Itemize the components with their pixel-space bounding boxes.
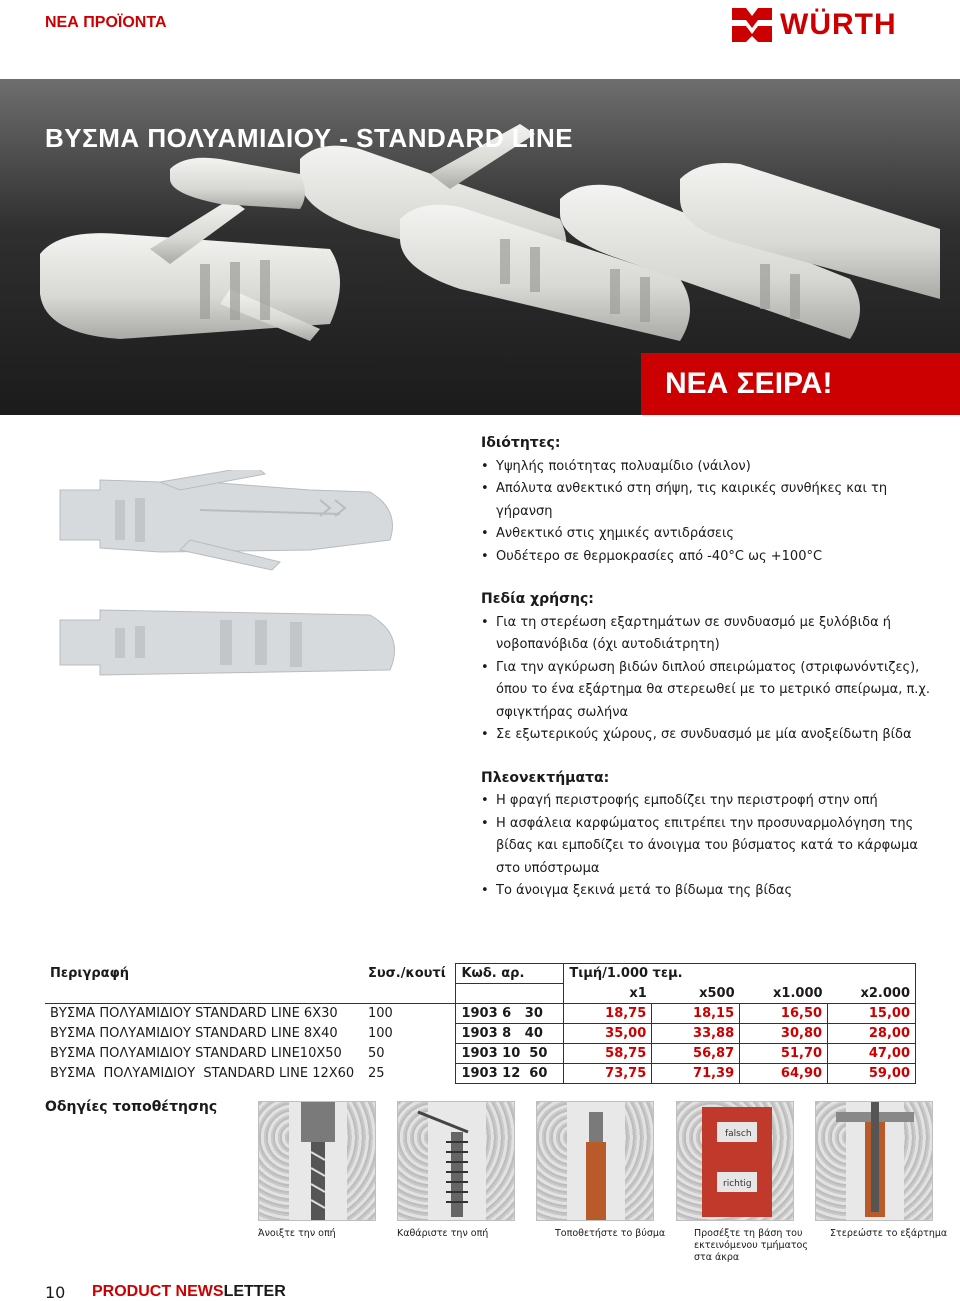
product-title: ΒΥΣΜΑ ΠΟΛΥΑΜΙΔΙΟΥ - STANDARD LINE <box>45 123 574 153</box>
header-code: Κωδ. αρ. <box>456 964 564 984</box>
category-label <box>45 14 167 32</box>
screw-icon <box>815 1101 933 1221</box>
label-falsch: falsch <box>725 1129 752 1139</box>
row-pack: 50 <box>367 1046 385 1061</box>
brand-red: PRODUCT NEWS <box>92 1283 224 1300</box>
advantages-heading: Πλεονεκτήματα: <box>481 769 610 786</box>
row-pack: 25 <box>367 1066 385 1081</box>
row-price: 18,75 <box>564 1004 652 1024</box>
step-caption: Καθάριστε την οπή <box>397 1228 489 1239</box>
usage-heading: Πεδία χρήσης: <box>481 591 594 607</box>
row-code: 1903 10 50 <box>456 1044 564 1064</box>
header-description: Περιγραφή <box>50 966 130 981</box>
row-price: 18,15 <box>652 1004 740 1024</box>
newsletter-brand <box>92 1283 286 1301</box>
row-price: 51,70 <box>740 1044 828 1064</box>
brush-icon <box>397 1101 515 1221</box>
qty-tier: x1 <box>564 984 652 1004</box>
label-richtig: richtig <box>723 1179 752 1189</box>
row-description: ΒΥΣΜΑ ΠΟΛΥΑΜΙΔΙΟΥ STANDARD LINE10X50 <box>50 1046 342 1061</box>
row-code: 1903 6 30 <box>456 1004 564 1024</box>
row-pack: 100 <box>367 1006 393 1022</box>
list-item: • Ουδέτερο σε θερμοκρασίες από -40°C ως +100°C <box>481 546 941 569</box>
list-item: • Ανθεκτικό στις χημικές αντιδράσεις <box>481 523 941 546</box>
list-item: • Η φραγή περιστροφής εμποδίζει την περιστροφή στην οπή <box>481 790 941 813</box>
step-caption: Στερεώστε το εξάρτημα <box>830 1228 948 1239</box>
header-pack: Συσ./κουτί <box>367 966 446 981</box>
list-item: • Απόλυτα ανθεκτικό στη σήψη, τις καιρικές συνθήκες και τη γήρανση <box>481 478 941 523</box>
brand-black: LETTER <box>223 1283 286 1300</box>
row-price: 71,39 <box>652 1064 740 1084</box>
list-item: • Για τη στερέωση εξαρτημάτων σε συνδυασμό με ξυλόβιδα ή νοβοπανόβιδα (όχι αυτοδιάτρητη) <box>481 612 941 657</box>
table-row <box>45 1044 916 1064</box>
row-price: 15,00 <box>828 1004 916 1024</box>
row-code: 1903 8 40 <box>456 1024 564 1044</box>
row-price: 30,80 <box>740 1024 828 1044</box>
row-price: 58,75 <box>564 1044 652 1064</box>
row-code: 1903 12 60 <box>456 1064 564 1084</box>
new-series-badge: ΝΕΑ ΣΕΙΡΑ! <box>641 353 960 415</box>
qty-tier: x1.000 <box>773 985 823 1001</box>
list-item: • Για την αγκύρωση βιδών διπλού σπειρώματος (στριφωνόντιζες), όπου το ένα εξάρτημα θα στερεωθεί με το μετρικό σπείρωμα, π.χ. σφιγκτήρας σωλήνα <box>481 657 941 725</box>
price-table <box>45 963 916 1084</box>
row-description: ΒΥΣΜΑ ΠΟΛΥΑΜΙΔΙΟΥ STANDARD LINE 12X60 <box>50 1066 355 1081</box>
advantages-section <box>481 767 941 903</box>
properties-section <box>481 432 941 568</box>
row-price: 59,00 <box>828 1064 916 1084</box>
row-price: 16,50 <box>740 1004 828 1024</box>
wurth-logo <box>732 6 922 44</box>
list-item: • Το άνοιγμα ξεκινά μετά το βίδωμα της βίδας <box>481 880 941 903</box>
qty-tier: x2.000 <box>828 984 916 1004</box>
row-price: 35,00 <box>564 1024 652 1044</box>
usage-section <box>481 588 941 747</box>
row-price: 47,00 <box>828 1044 916 1064</box>
row-description: ΒΥΣΜΑ ΠΟΛΥΑΜΙΔΙΟΥ STANDARD LINE 8X40 <box>50 1026 338 1041</box>
anchor-drawing-icon <box>40 470 460 710</box>
qty-tier: x500 <box>699 985 735 1001</box>
step-caption: Άνοιξτε την οπή <box>258 1228 336 1239</box>
product-info <box>481 432 941 903</box>
list-item: • Η ασφάλεια καρφώματος επιτρέπει την προσυναρμολόγηση της βίδας και εμποδίζει το άνοιγμα του βύσματος κατά το κάρφωμα στο υπόστρωμα <box>481 813 941 881</box>
brand-name: WÜRTH <box>780 8 897 41</box>
row-price: 73,75 <box>564 1064 652 1084</box>
wurth-logo-icon <box>732 6 772 44</box>
category-new: ΝΕΑ <box>45 14 79 31</box>
insert-anchor-icon <box>536 1101 654 1221</box>
row-price: 56,87 <box>652 1044 740 1064</box>
row-price: 28,00 <box>828 1024 916 1044</box>
row-pack: 100 <box>367 1026 393 1041</box>
page-number: 10 <box>45 1283 66 1301</box>
header-price: Τιμή/1.000 τεμ. <box>564 964 916 984</box>
category-rest: ΠΡΟΪΟΝΤΑ <box>83 14 167 31</box>
list-item: • Υψηλής ποιότητας πολυαμίδιο (νάιλον) <box>481 456 941 479</box>
list-item: • Σε εξωτερικούς χώρους, σε συνδυασμό με μία ανοξείδωτη βίδα <box>481 724 941 747</box>
row-price: 64,90 <box>740 1064 828 1084</box>
step-caption: Προσέξτε τη βάση του εκτεινόμενου τμήματος στα άκρα <box>694 1228 808 1263</box>
check-position-icon <box>676 1101 794 1221</box>
row-description: ΒΥΣΜΑ ΠΟΛΥΑΜΙΔΙΟΥ STANDARD LINE 6X30 <box>50 1006 338 1022</box>
step-caption: Τοποθετήστε το βύσμα <box>555 1228 666 1239</box>
table-row <box>45 1064 916 1084</box>
drill-icon <box>258 1101 376 1221</box>
table-row <box>45 1024 916 1044</box>
properties-heading: Ιδιότητες: <box>481 435 561 451</box>
table-row <box>45 1004 916 1024</box>
row-price: 33,88 <box>652 1024 740 1044</box>
installation-heading: Οδηγίες τοποθέτησης <box>45 1099 218 1115</box>
